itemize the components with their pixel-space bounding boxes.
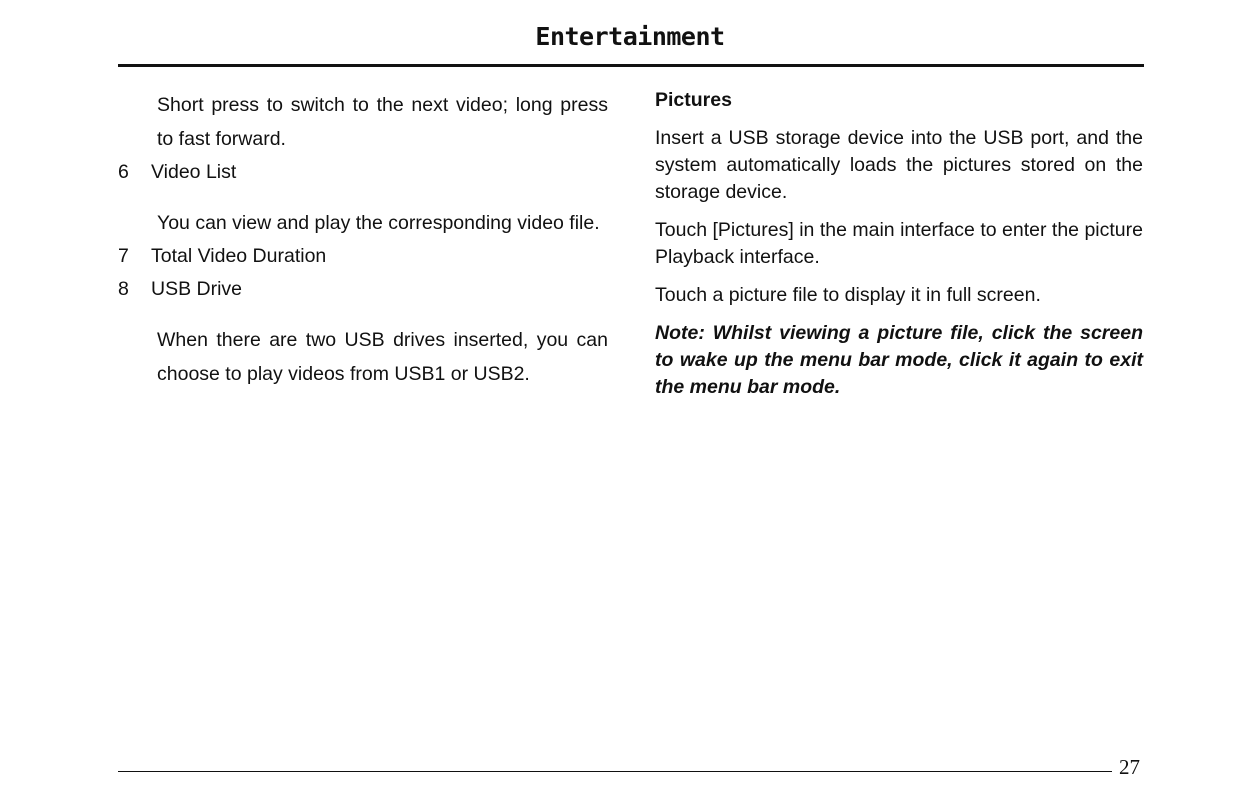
item-number: 7 xyxy=(118,245,129,267)
right-column xyxy=(655,87,1143,401)
paragraph: Touch [Pictures] in the main interface to enter the picture Playback interface. xyxy=(655,219,1143,268)
list-item-total-video-duration xyxy=(118,240,608,273)
item-label: Video List xyxy=(151,161,237,183)
left-column xyxy=(118,88,608,391)
header-divider xyxy=(118,64,1144,67)
item-number: 8 xyxy=(118,278,129,300)
item-label: USB Drive xyxy=(151,278,243,300)
paragraph: Touch a picture file to display it in full screen. xyxy=(655,284,1041,306)
paragraph: Insert a USB storage device into the USB port, and the system automatically loads the pictures stored on the storage device. xyxy=(655,127,1143,203)
list-item-video-list xyxy=(118,156,608,189)
list-item-usb-drive xyxy=(118,273,608,306)
intro-text: Short press to switch to the next video; long press to fast forward. xyxy=(157,94,608,150)
page-title: Entertainment xyxy=(535,22,725,51)
footer-divider xyxy=(118,771,1112,772)
section-heading: Pictures xyxy=(655,89,732,111)
page-number: 27 xyxy=(1119,755,1140,779)
item-description: You can view and play the corresponding video file. xyxy=(157,212,600,234)
item-label: Total Video Duration xyxy=(151,245,327,267)
item-number: 6 xyxy=(118,161,129,183)
item-description: When there are two USB drives inserted, you can choose to play videos from USB1 or USB2. xyxy=(157,329,608,385)
note-text: Note: Whilst viewing a picture file, click the screen to wake up the menu bar mode, click it again to exit the menu bar mode. xyxy=(655,322,1143,398)
